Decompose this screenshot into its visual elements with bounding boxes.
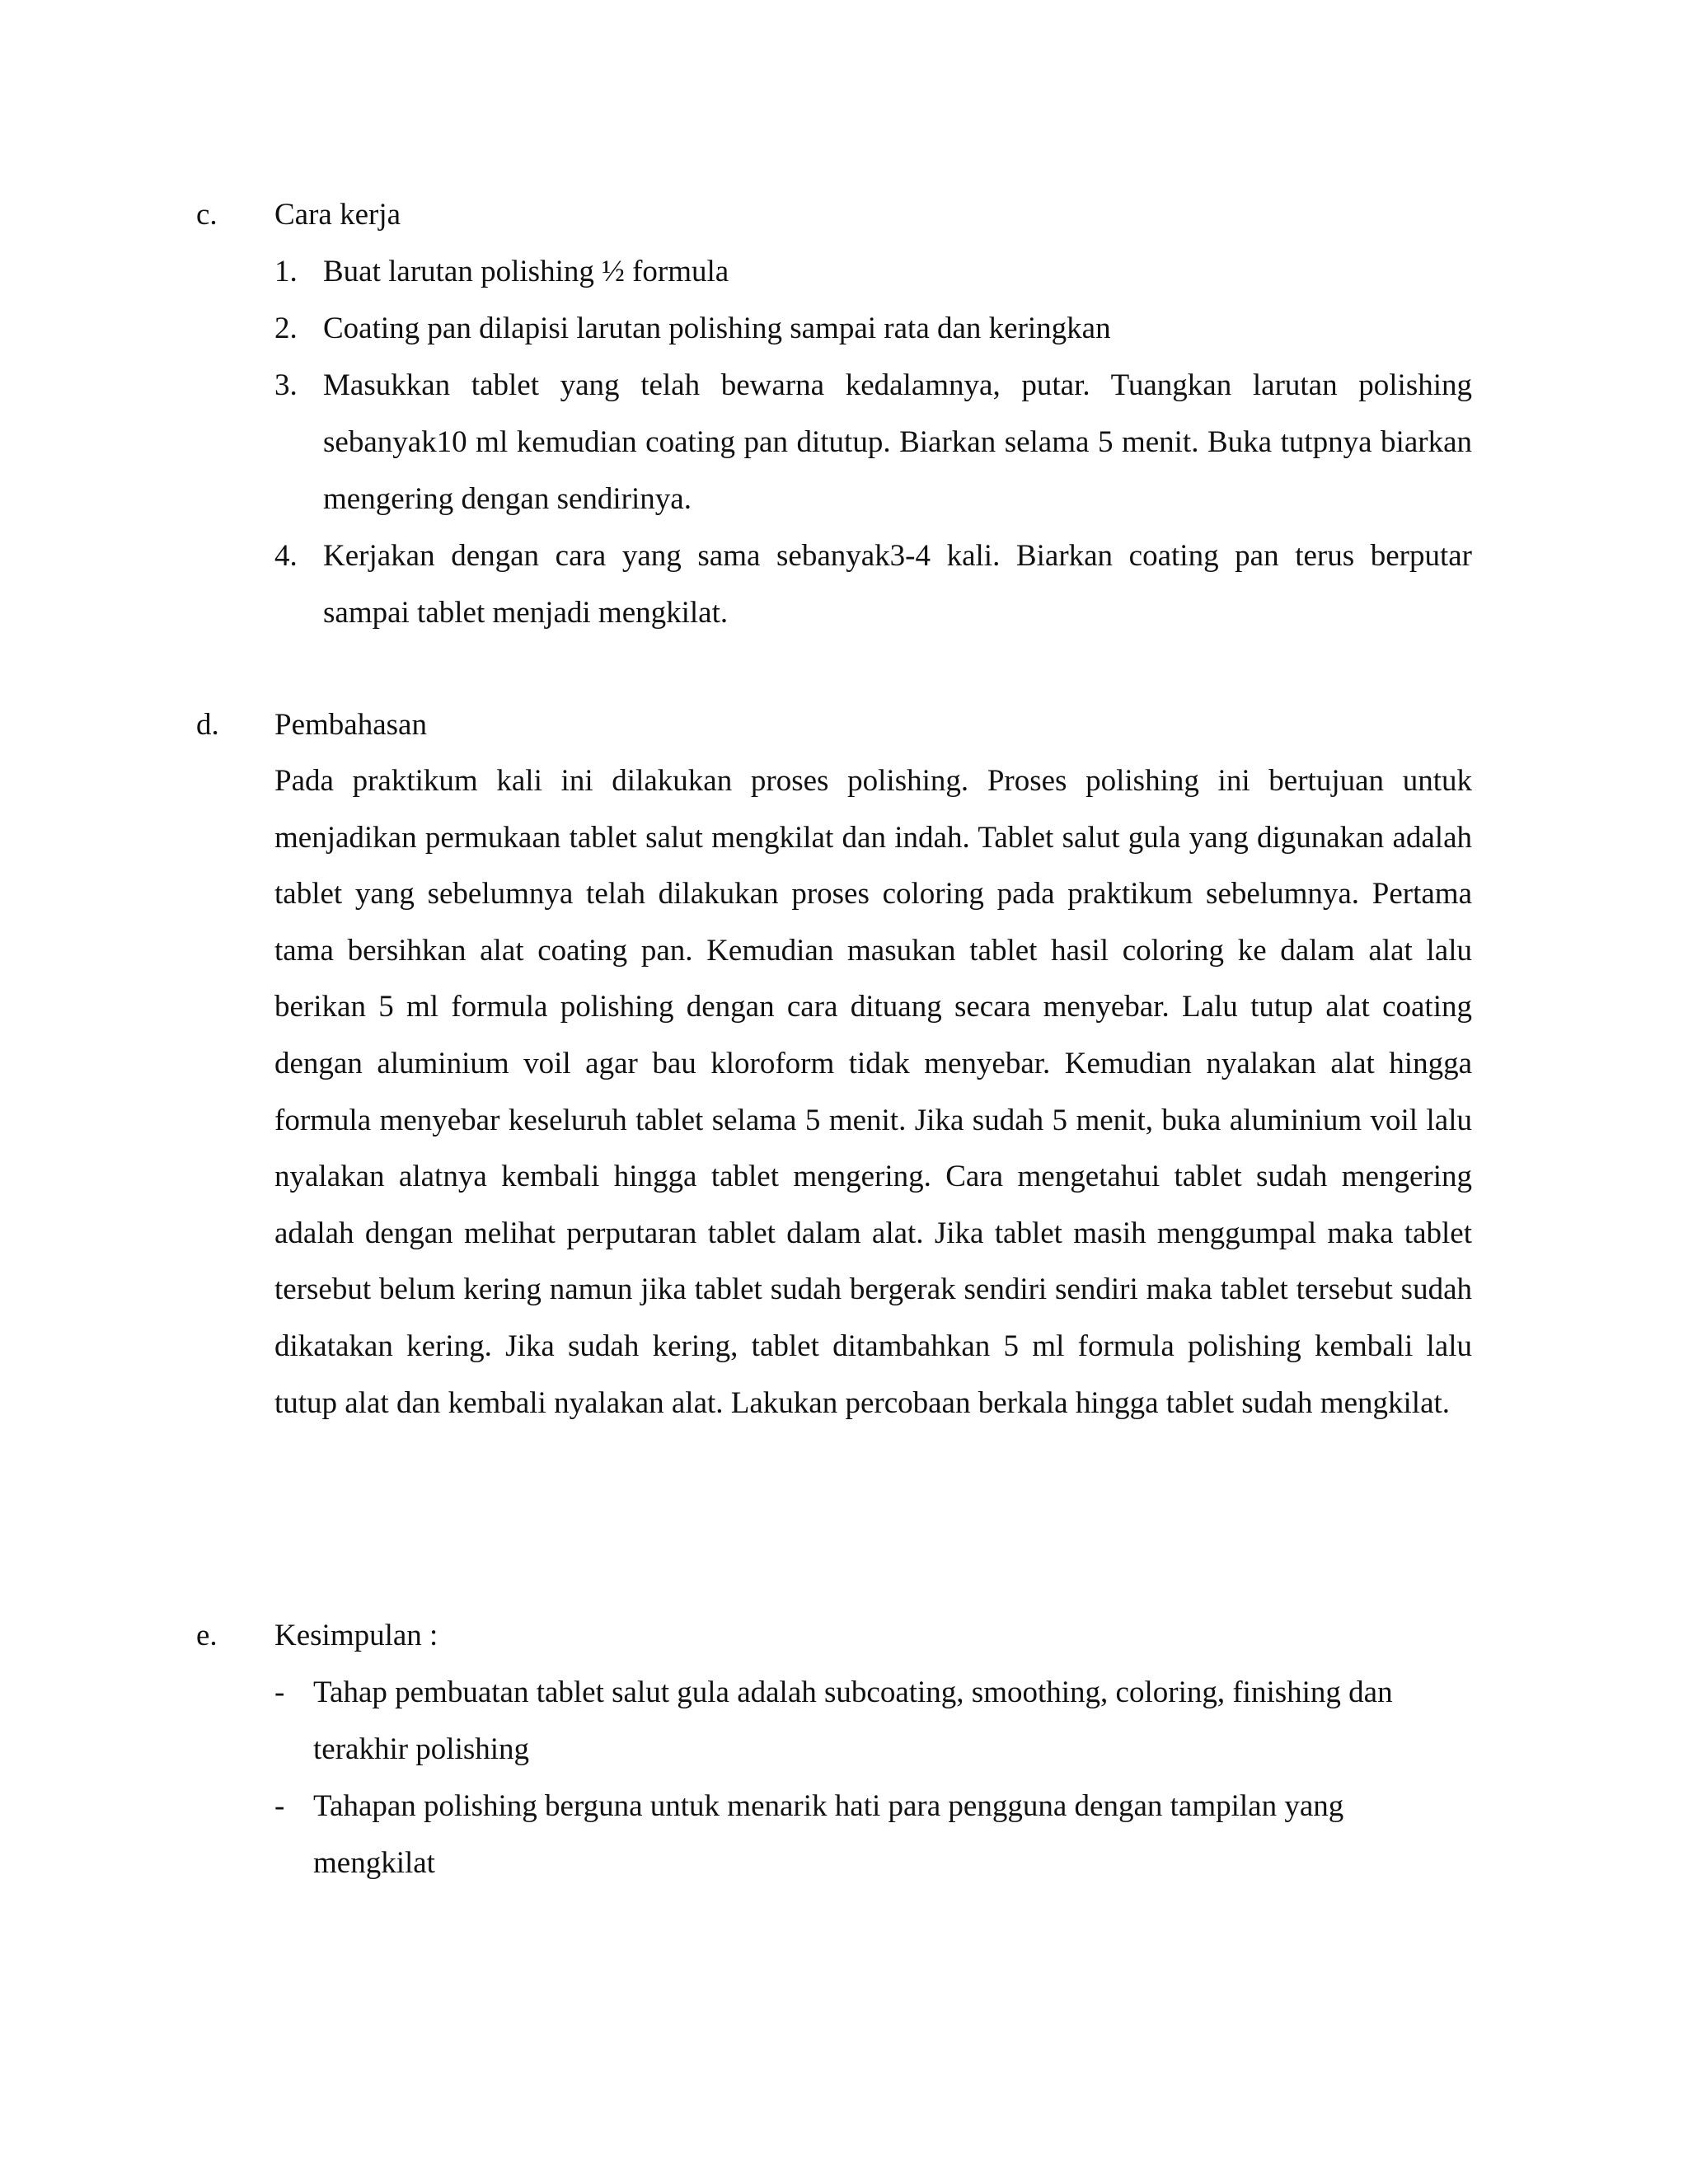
steps-list: [0, 243, 1688, 641]
list-item-text: Masukkan tablet yang telah bewarna kedalamnya, putar. Tuangkan larutan polishing sebanyak10 ml kemudian coating pan ditutup. Biarkan selama 5 menit. Buka tutpnya biarkan mengering dengan sendirinya.: [323, 368, 1472, 516]
list-item-text: Coating pan dilapisi larutan polishing sampai rata dan keringkan: [323, 312, 1111, 345]
section-heading: Pembahasan: [274, 708, 427, 742]
section-letter: d.: [196, 708, 219, 742]
section-heading: Kesimpulan :: [274, 1619, 438, 1652]
list-item: [0, 300, 1688, 357]
section-letter: c.: [196, 198, 218, 232]
list-number: 2.: [274, 312, 298, 345]
list-item-text: Tahapan polishing berguna untuk menarik hati para pengguna dengan tampilan yang mengkilat: [313, 1789, 1344, 1880]
list-item: [0, 1664, 1688, 1778]
list-item: [0, 243, 1688, 300]
list-bullet: -: [274, 1675, 285, 1709]
section-heading: Cara kerja: [274, 198, 401, 232]
discussion-paragraph: Pada praktikum kali ini dilakukan proses polishing. Proses polishing ini bertujuan untuk menjadikan permukaan tablet salut mengkilat dan indah. Tablet salut gula yang digunakan adalah tablet yang sebelumnya telah dilakukan proses coloring pada praktikum sebelumnya. Pertama tama bersihkan alat coating pan. Kemudian masukan tablet hasil coloring ke dalam alat lalu berikan 5 ml formula polishing dengan cara dituang secara menyebar. Lalu tutup alat coating dengan aluminium voil agar bau kloroform tidak menyebar. Kemudian nyalakan alat hingga formula menyebar keseluruh tablet selama 5 menit. Jika sudah 5 menit, buka aluminium voil lalu nyalakan alatnya kembali hingga tablet mengering. Cara mengetahui tablet sudah mengering adalah dengan melihat perputaran tablet dalam alat. Jika tablet masih menggumpal maka tablet tersebut belum kering namun jika tablet sudah bergerak sendiri sendiri maka tablet tersebut sudah dikatakan kering. Jika sudah kering, tablet ditambahkan 5 ml formula polishing kembali lalu tutup alat dan kembali nyalakan alat. Lakukan percobaan berkala hingga tablet sudah mengkilat.: [274, 764, 1472, 1420]
list-number: 4.: [274, 539, 298, 573]
conclusion-list: [0, 1664, 1688, 1891]
list-number: 3.: [274, 368, 298, 402]
list-item: [0, 1778, 1688, 1891]
section-letter: e.: [196, 1619, 218, 1652]
list-number: 1.: [274, 255, 298, 288]
list-item-text: Buat larutan polishing ½ formula: [323, 255, 729, 288]
list-item-text: Kerjakan dengan cara yang sama sebanyak3-4 kali. Biarkan coating pan terus berputar sampai tablet menjadi mengkilat.: [323, 539, 1472, 630]
list-bullet: -: [274, 1789, 285, 1823]
list-item: [0, 527, 1688, 641]
list-item: [0, 357, 1688, 527]
list-item-text: Tahap pembuatan tablet salut gula adalah subcoating, smoothing, coloring, finishing dan terakhir polishing: [313, 1675, 1393, 1766]
